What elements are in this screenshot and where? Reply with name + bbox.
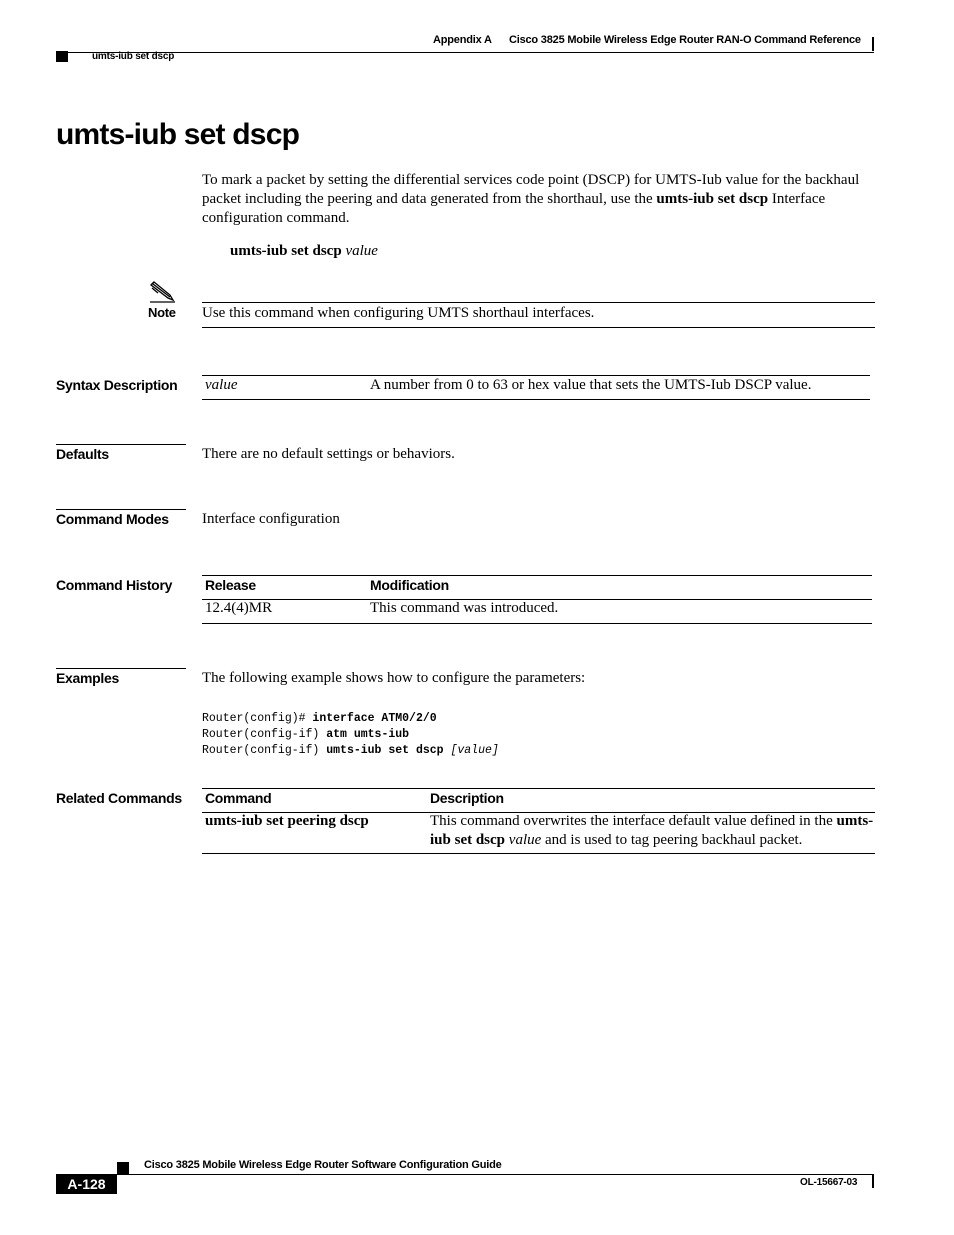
history-header-modification: Modification [370, 577, 449, 593]
command-modes-label-rule [56, 509, 186, 510]
examples-label: Examples [56, 670, 119, 686]
footer-page-number: A-128 [67, 1176, 106, 1192]
related-header-description: Description [430, 790, 504, 806]
footer-doc-id: OL-15667-03 [800, 1177, 858, 1188]
code-prompt: Router(config)# [202, 712, 313, 725]
code-argument: [value] [443, 744, 499, 757]
code-command: atm umts-iub [326, 728, 410, 741]
history-table-rule-bottom [202, 623, 872, 624]
syntax-command: umts-iub set dscp [230, 243, 342, 259]
related-desc-text-1: This command overwrites the interface default value defined in the [430, 813, 837, 829]
header-running-title: umts-iub set dscp [92, 51, 175, 62]
related-desc-argument: value [505, 832, 542, 848]
related-command-name: umts-iub set peering dscp [205, 813, 369, 829]
syntax-table-arg-text: value [205, 377, 238, 393]
related-row-description [430, 812, 875, 850]
command-history-label: Command History [56, 577, 173, 593]
related-table-rule-top [202, 788, 875, 789]
defaults-label: Defaults [56, 446, 109, 462]
related-row-command [205, 812, 369, 831]
syntax-table-arg [205, 376, 237, 395]
syntax-table-rule-bottom [202, 399, 870, 400]
defaults-label-rule [56, 444, 186, 445]
intro-text-2: Interface configuration command. [202, 191, 826, 226]
header-appendix: Appendix A [433, 34, 492, 46]
page-title: umts-iub set dscp [56, 118, 300, 151]
footer-guide-title: Cisco 3825 Mobile Wireless Edge Router Software Configuration Guide [144, 1159, 502, 1171]
examples-text: The following example shows how to configure the parameters: [202, 670, 586, 686]
code-command: umts-iub set dscp [326, 744, 444, 757]
command-modes-text: Interface configuration [202, 511, 340, 527]
header-block-marker [56, 51, 68, 62]
code-line-1 [202, 711, 499, 727]
header-book-title: Cisco 3825 Mobile Wireless Edge Router RAN-O Command Reference [509, 34, 861, 46]
code-line-3 [202, 743, 499, 759]
syntax-argument: value [345, 243, 378, 259]
example-code-block [202, 695, 499, 775]
intro-command: umts-iub set dscp [656, 191, 769, 207]
related-desc-command: umts-iub set dscp [430, 813, 874, 848]
related-desc-text-2: and is used to tag peering backhaul packet. [541, 832, 803, 848]
related-header-command: Command [205, 790, 272, 806]
intro-paragraph [202, 171, 882, 228]
history-row-release: 12.4(4)MR [205, 600, 273, 616]
note-label: Note [148, 305, 176, 320]
code-prompt: Router(config-if) [202, 728, 327, 741]
history-row-modification: This command was introduced. [370, 600, 559, 616]
syntax-description-label: Syntax Description [56, 377, 178, 393]
note-pencil-icon [148, 281, 178, 303]
note-text: Use this command when configuring UMTS shorthaul interfaces. [202, 305, 595, 321]
footer-rule [117, 1174, 874, 1175]
syntax-line [230, 242, 378, 261]
footer-bar-right [872, 1174, 874, 1188]
history-header-release: Release [205, 577, 256, 593]
footer-block-marker [117, 1162, 129, 1174]
header-bar-right [872, 37, 874, 51]
examples-label-rule [56, 668, 186, 669]
header-rule [68, 52, 874, 53]
related-commands-label: Related Commands [56, 790, 182, 806]
note-rule-top [202, 302, 875, 303]
intro-text-1: To mark a packet by setting the differential services code point (DSCP) for UMTS-Iub value for the backhaul packet including the peering and data generated from the shorthaul, use the [202, 172, 860, 207]
defaults-text: There are no default settings or behaviors. [202, 446, 455, 462]
history-table-rule-top [202, 575, 872, 576]
note-rule-bottom [202, 327, 875, 328]
related-table-rule-bottom [202, 853, 875, 854]
command-modes-label: Command Modes [56, 511, 169, 527]
code-line-2 [202, 727, 499, 743]
code-prompt: Router(config-if) [202, 744, 327, 757]
code-command: interface ATM0/2/0 [312, 712, 437, 725]
syntax-table-desc: A number from 0 to 63 or hex value that sets the UMTS-Iub DSCP value. [370, 377, 812, 393]
